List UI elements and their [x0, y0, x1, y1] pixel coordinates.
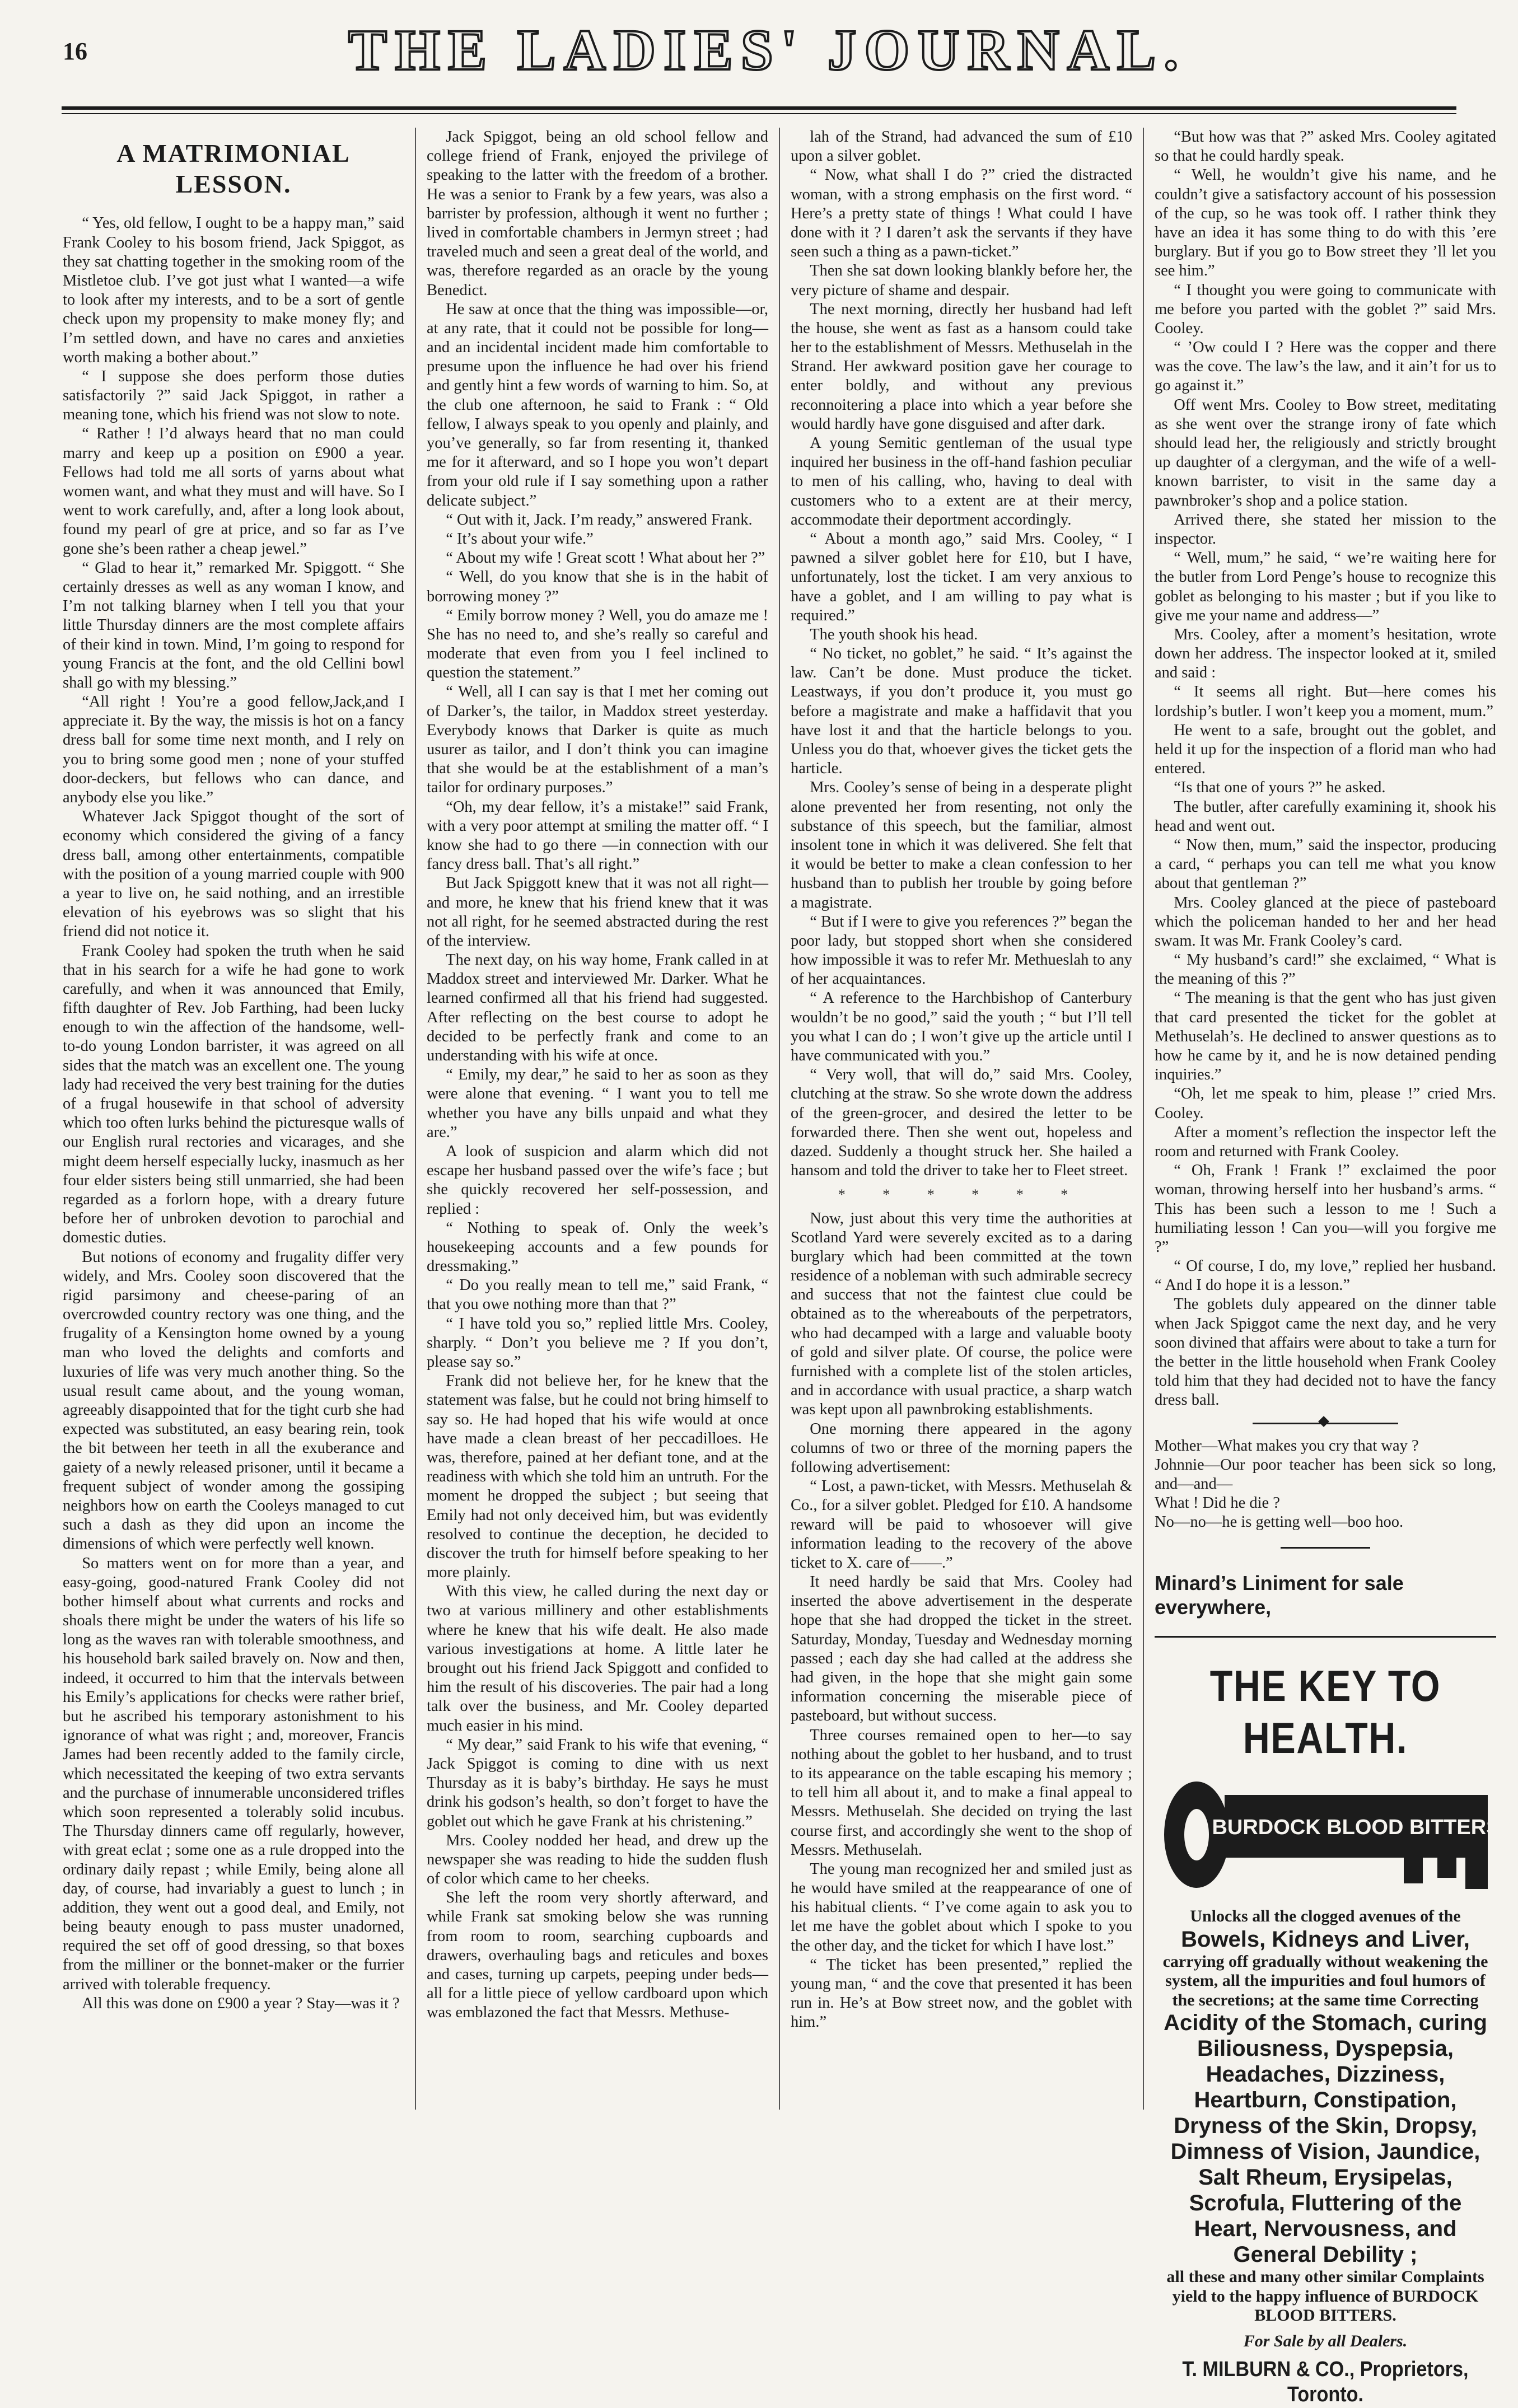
paragraph: “Is that one of yours ?” he asked.	[1174, 779, 1386, 797]
ad-body-big2: Acidity of the Stomach, curing Biliousness, Dyspepsia, Headaches, Dizziness, Heartburn, Constipation, Dryness of the Skin, Dropsy, Dimness of Vision, Jaundice, Salt Rheum, Erysipelas, Scrofula, Fluttering of the Heart, Nervousness, and General Debility ;	[1164, 2010, 1487, 2267]
paragraph: “ Emily, my dear,” he said to her as soon as they were alone that evening. “ I want you to tell me whether you have any bills unpaid and what they are.”	[427, 1066, 768, 1141]
paragraph: “ Do you really mean to tell me,” said Frank, “ that you owe nothing more than that ?”	[427, 1277, 768, 1313]
paragraph: “ My husband’s card!” she exclaimed, “ What is the meaning of this ?”	[1155, 951, 1496, 988]
paragraph: “ But if I were to give you references ?” began the poor lady, but stopped short when she considered how impossible it was to refer Mr. Methueslah to any of her acquaintances.	[791, 913, 1132, 988]
ad-rule	[1155, 1636, 1496, 1638]
paragraph: “ It’s about your wife.”	[446, 530, 594, 548]
column-3	[791, 128, 1132, 2110]
joke-line: Mother—What makes you cry that way ?	[1155, 1437, 1419, 1455]
paragraph: “Oh, let me speak to him, please !” cried Mrs. Cooley.	[1155, 1085, 1496, 1122]
paragraph: “ Of course, I do, my love,” replied her husband. “ And I do hope it is a lesson.”	[1155, 1257, 1496, 1294]
paragraph: “ A reference to the Harchbishop of Canterbury wouldn’t be no good,” said the youth ; “ but I’ll tell you what I can do ; I won’t give up the article until I have communicated with you.”	[791, 989, 1132, 1064]
paragraph: Arrived there, she stated her mission to the inspector.	[1155, 511, 1496, 548]
paragraph: Frank Cooley had spoken the truth when he said that in his search for a wife he had gone to work carefully, and when it was announced that Emily, fifth daughter of Rev. Job Farthing, had been lucky enough to win the affection of the handsome, well-to-do young London barrister, it was agreed on all sides that the match was an excellent one. The young lady had received the very best training for the duties of a frugal housewife in that school of adversity which too often lurks behind the picturesque walls of our English rural rectories and vicarages, and she might deem herself especially lucky, inasmuch as her four elder sisters being still unmarried, she had been regarded as a forlorn hope, with a dreary future before her of unbroken devotion to parochial and domestic duties.	[63, 942, 404, 1247]
paragraph: “ Out with it, Jack. I’m ready,” answered Frank.	[446, 511, 753, 529]
story-col2-text	[427, 128, 768, 2023]
paragraph: “Oh, my dear fellow, it’s a mistake!” said Frank, with a very poor attempt at smiling the matter off. “ I know she had to go there —in connection with our fancy dress ball. That’s all right.”	[427, 798, 768, 873]
page-number: 16	[63, 38, 87, 65]
paragraph: “ The ticket has been presented,” replied the young man, “ and the cove that presented it has been run in. He’s at Bow street now, and the goblet with him.”	[791, 1956, 1132, 2031]
paragraph: Then she sat down looking blankly before her, the very picture of shame and despair.	[791, 262, 1132, 299]
minard-notice: Minard’s Liniment for sale everywhere,	[1155, 1571, 1404, 1619]
paragraph: Mrs. Cooley, after a moment’s hesitation, wrote down her address. The inspector looked at it, smiled and said :	[1155, 625, 1496, 682]
paragraph: “ I suppose she does perform those duties satisfactorily ?” said Jack Spiggot, in rather a meaning tone, which his friend was not slow to note.	[63, 367, 404, 424]
paragraph: “ About my wife ! Great scott ! What about her ?”	[446, 549, 765, 567]
story-col1-text	[63, 214, 404, 2013]
paragraph: “ Yes, old fellow, I ought to be a happy man,” said Frank Cooley to his bosom friend, Jack Spiggot, as they sat chatting together in the smoking room of the Mistletoe club. I’ve got just what I wanted—a wife to look after my interests, and to be a sort of gentle check upon my propensity to make money fly; and I’m settled down, and have no cares and anxieties worth making a bother about.”	[63, 214, 404, 366]
paragraph: “ Well, he wouldn’t give his name, and he couldn’t give a satisfactory account of his possession of the cup, so he was took off. I rather think they have an idea it has some thing to do with this ’ere burglary. But if you go to Bow street they ’ll let you see him.”	[1155, 166, 1496, 280]
ad-headline: THE KEY TO HEALTH.	[1209, 1661, 1441, 1763]
joke	[1155, 1437, 1496, 1532]
key-text: BURDOCK BLOOD BITTERS	[1212, 1816, 1501, 1840]
paragraph: “ Lost, a pawn-ticket, with Messrs. Methuselah & Co., for a silver goblet. Pledged for £10. A handsome reward will be paid to whosoever will give information leading to the recovery of the above ticket to X. care of——.”	[791, 1477, 1132, 1572]
paragraph: After a moment’s reflection the inspector left the room and returned with Frank Cooley.	[1155, 1123, 1496, 1160]
paragraph: “ Rather ! I’d always heard that no man could marry and keep up a position on £900 a year. Fellows had told me all sorts of yarns about what women want, and what they must and will have. So I went to work carefully, and, after a long look about, found my pearl of gre at price, and so far as I’ve gone she’s been rather a cheap jewel.”	[63, 425, 404, 558]
paragraph: “ No ticket, no goblet,” he said. “ It’s against the law. Can’t be done. Must produce the ticket. Leastways, if you don’t produce it, you must go before a magistrate and make a haffidavit that you have lost it and that the harticle belongs to you. Unless you do that, whoever gives the ticket gets the harticle.	[791, 645, 1132, 778]
paragraph: With this view, he called during the next day or two at various millinery and other establishments where he knew that his wife dealt. He also made various investigations at home. A little later he brought out his friend Jack Spiggott and confided to him the result of his discoveries. The pair had a long talk over the business, and Mr. Cooley departed much easier in his mind.	[427, 1583, 768, 1734]
paragraph: Mrs. Cooley glanced at the piece of pasteboard which the policeman handed to her and her head swam. It was Mr. Frank Cooley’s card.	[1155, 894, 1496, 950]
joke-line: No—no—he is getting well—boo hoo.	[1155, 1513, 1404, 1531]
paragraph: “ Now, what shall I do ?” cried the distracted woman, with a strong emphasis on the first word. “ Here’s a pretty state of things ! What could I have done with it ? I daren’t ask the servants if they have seen such a thing as a pawn-ticket.”	[791, 166, 1132, 261]
paragraph: lah of the Strand, had advanced the sum of £10 upon a silver goblet.	[791, 128, 1132, 165]
paragraph: Jack Spiggot, being an old school fellow and college friend of Frank, enjoyed the privilege of speaking to the latter with the freedom of a brother. He was a senior to Frank by a few years, was also a barrister by profession, although it went no further ; lived in comfortable chambers in Jermyn street ; had traveled much and seen a great deal of the world, and was, therefore regarded as an oracle by the young Benedict.	[427, 128, 768, 299]
paragraph: But Jack Spiggott knew that it was not all right—and more, he knew that his friend knew that it was not all right, for he seemed abstracted during the rest of the interview.	[427, 875, 768, 950]
column-1	[63, 128, 404, 2110]
paragraph: The butler, after carefully examining it, shook his head and went out.	[1155, 798, 1496, 835]
paragraph: One morning there appeared in the agony columns of two or three of the morning papers the following advertisement:	[791, 1420, 1132, 1476]
paragraph: Now, just about this very time the authorities at Scotland Yard were severely excited as to a daring burglary which had been committed at the town residence of a nobleman with such admirable secrecy and success that not the faintest clue could be obtained as to the whereabouts of the perpetrators, who had decamped with a large and valuable booty of gold and silver plate. Of course, the police were furnished with a complete list of the stolen articles, and in accordance with usual practice, a sharp watch was kept upon all pawnbroking establishments.	[791, 1209, 1132, 1419]
paragraph: Frank did not believe her, for he knew that the statement was false, but he could not bring himself to say so. He had hoped that his wife would at once have made a clean breast of her peccadilloes. He was, therefore, pained at her defiant tone, and at the readiness with which she told him an untruth. For the moment he dropped the subject ; but seeing that Emily had not only deceived him, but was evidently resolved to continue the deception, he decided to discover the truth for himself before speaking to her more plainly.	[427, 1372, 768, 1582]
paragraph: The young man recognized her and smiled just as he would have smiled at the reappearance of one of his habitual clients. “ I’ve come again to ask you to let me have the goblet about which I spoke to you the other day, and the ticket for which I have lost.”	[791, 1860, 1132, 1955]
ad-firm: T. MILBURN & CO., Proprietors, Toronto.	[1182, 2357, 1469, 2407]
paragraph: “ My dear,” said Frank to his wife that evening, “ Jack Spiggot is coming to dine with us next Thursday as it is baby’s birthday. He says he must drink his godson’s health, so don’t forget to have the goblet out which he gave Frank at his christening.”	[427, 1736, 768, 1830]
joke-line: What ! Did he die ?	[1155, 1494, 1280, 1512]
paragraph: But notions of economy and frugality differ very widely, and Mrs. Cooley soon discovered that the rigid parsimony and cheese-paring of an overcrowded country rectory was one thing, and the frugality of a Kensington home owned by a young man who loved the delights and comforts and luxuries of life was very much another thing. So the usual result came about, and the young woman, agreeably disappointed that for the tight curb she had expected was substituted, an easy bearing rein, took the bit between her teeth in all the exuberance and gaiety of a newly released prisoner, until it became a frequent subject of wonder among the gossiping neighbors how on earth the Cooleys managed to cut such a dash as they did upon an income the dimensions of which were perfectly well known.	[63, 1248, 404, 1553]
paragraph: Whatever Jack Spiggot thought of the sort of economy which considered the giving of a fancy dress ball, among other entertainments, compatible with the position of a young married couple with 900 a year to live on, he said nothing, and an irrestible elevation of his eyebrows was so slight that his friend did not notice it.	[63, 808, 404, 941]
paragraph: The next morning, directly her husband had left the house, she went as fast as a hansom could take her to the establishment of Messrs. Methuselah in the Strand. Her awkward position gave her courage to enter boldly, and without any previous reconnoitering a place into which a year before she would hardly have gone disguised and after dark.	[791, 300, 1132, 433]
masthead-rule	[62, 106, 1456, 110]
column-divider	[1143, 128, 1144, 2110]
short-rule	[1281, 1547, 1370, 1549]
column-divider	[415, 128, 416, 2110]
paragraph: “But how was that ?” asked Mrs. Cooley agitated so that he could hardly speak.	[1155, 128, 1496, 165]
ad-body-big1: Bowels, Kidneys and Liver,	[1181, 1927, 1470, 1952]
masthead	[101, 17, 1433, 90]
paragraph: “ Now then, mum,” said the inspector, producing a card, “ perhaps you can tell me what you know about that gentleman ?”	[1155, 836, 1496, 892]
section-stars: * * * * * *	[838, 1186, 1085, 1203]
advertisement	[1155, 1660, 1501, 2408]
column-4	[1155, 128, 1501, 2407]
story-col3-text-a	[791, 128, 1132, 1180]
paragraph: Three courses remained open to her—to say nothing about the goblet to her husband, and to trust to its appearance on the table escaping his memory ; to tell him all about it, and to make a final appeal to Messrs. Methuselah. She decided on trying the last course first, and accordingly she went to the shop of Messrs. Methuselah.	[791, 1726, 1132, 1859]
ad-body-intro: Unlocks all the clogged avenues of the	[1190, 1907, 1461, 1926]
ad-body-mid: carrying off gradually without weakening the system, all the impurities and foul humors of the secretions; at the same time Correcting	[1162, 1952, 1488, 2009]
paragraph: “ Well, all I can say is that I met her coming out of Darker’s, the tailor, in Maddox street yesterday. Everybody knows that Darker is quite as much usurer as tailor, and I don’t think you can imagine that she would be at the establishment of a man’s tailor for ordinary purposes.”	[427, 683, 768, 797]
paragraph: “ ’Ow could I ? Here was the copper and there was the cove. The law’s the law, and it ain’t for us to go against it.”	[1155, 339, 1496, 395]
masthead-rule-thin	[62, 113, 1456, 114]
ad-body-end: all these and many other similar Complaints yield to the happy influence of BURDOCK BLOOD BITTERS.	[1166, 2267, 1484, 2325]
paragraph: So matters went on for more than a year, and easy-going, good-natured Frank Cooley did not bother himself about what currents and rocks and shoals there might be under the waters of his life so long as the waves ran with tolerable smoothness, and his household bark sailed bravely on. Now and then, indeed, it occurred to him that the intervals between his Emily’s applications for checks were rather brief, but he ascribed his temporary astonishment to his ignorance of what was right ; and, moreover, Francis James had been recently added to the family circle, which necessitated the keeping of two extra servants and the purchase of innumerable unconsidered trifles which soon represented a tolerably solid incubus. The Thursday dinners came off regularly, however, with great eclat ; some one as a rule dropped into the ordinary daily repast ; while Emily, being alone all day, of course, had invariably a guest to lunch ; in addition, they went out a good deal, and Emily, not being beauty enough to pass muster unadorned, required the set off of good dressing, so that boxes from the milliner or the bonnet-maker or the furrier arrived with tolerable frequency.	[63, 1554, 404, 1993]
paragraph: The next day, on his way home, Frank called in at Maddox street and interviewed Mr. Darker. What he learned confirmed all that his friend had suggested. After reflecting on the best course to adopt he decided to be perfectly frank and come to an understanding with his wife at once.	[427, 951, 768, 1064]
ad-body	[1155, 1907, 1496, 2326]
paragraph: She left the room very shortly afterward, and while Frank sat smoking below she was running from room to room, searching cupboards and drawers, overhauling bags and reticules and boxes and cases, turning up carpets, peeping under beds—all for a little piece of yellow cardboard upon which was emblazoned the fact that Messrs. Methuse-	[427, 1889, 768, 2022]
paragraph: “ About a month ago,” said Mrs. Cooley, “ I pawned a silver goblet here for £10, but I have, unfortunately, lost the ticket. I am very anxious to have a goblet, and I am willing to pay what is required.”	[791, 530, 1132, 624]
column-2	[427, 128, 768, 2110]
paragraph: “ The meaning is that the gent who has just given that card presented the ticket for the goblet at Methuselah’s. He declined to answer questions as to how he came by it, and he is now detained pending inquiries.”	[1155, 989, 1496, 1084]
paragraph: It need hardly be said that Mrs. Cooley had inserted the above advertisement in the desperate hope that she had dropped the ticket in the street. Saturday, Monday, Tuesday and Wednesday morning passed ; each day she had called at the address she had given, in the hope that she might gain some information concerning the miserable piece of pasteboard, but without success.	[791, 1573, 1132, 1725]
paragraph: The goblets duly appeared on the dinner table when Jack Spiggot came the next day, and he very soon divined that affairs were about to take a turn for the better in the little household when Frank Cooley told him that they had decided not to have the fancy dress ball.	[1155, 1296, 1496, 1409]
story-col4-text	[1155, 128, 1496, 1410]
paragraph: “ Nothing to speak of. Only the week’s housekeeping accounts and a few pounds for dressmaking.”	[427, 1219, 768, 1275]
paragraph: A young Semitic gentleman of the usual type inquired her business in the off-hand fashion peculiar to men of his calling, who, having to deal with customers who to a extent are at their mercy, accommodate their deportment accordingly.	[791, 434, 1132, 529]
paragraph: “ Glad to hear it,” remarked Mr. Spiggott. “ She certainly dresses as well as any woman I know, and I’m not talking blarney when I tell you that your little Thursday dinners are the most complete affairs of their kind in town. Mind, I’m going to respond for young Francis at the font, and the old Cellini bowl shall go with my blessing.”	[63, 559, 404, 691]
paragraph: “ Emily borrow money ? Well, you do amaze me ! She has no need to, and she’s really so careful and moderate that even from you I feel inclined to question the statement.”	[427, 606, 768, 682]
paragraph: All this was done on £900 a year ? Stay—was it ?	[82, 1994, 400, 2012]
paragraph: “ It seems all right. But—here comes his lordship’s butler. I won’t keep you a moment, mum.”	[1155, 683, 1496, 720]
ad-sale: For Sale by all Dealers.	[1243, 2331, 1408, 2350]
paragraph: Mrs. Cooley nodded her head, and drew up the newspaper she was reading to hide the sudden flush of color which came to her cheeks.	[427, 1831, 768, 1888]
story-col3-text-b	[791, 1209, 1132, 2032]
paragraph: Off went Mrs. Cooley to Bow street, meditating as she went over the strange irony of fate which should lead her, the religiously and strictly brought up daughter of a clergyman, and the wife of a well-known barrister, to visit in the same day a pawnbroker’s shop and a police station.	[1155, 396, 1496, 509]
paragraph: “ I thought you were going to communicate with me before you parted with the goblet ?” said Mrs. Cooley.	[1155, 281, 1496, 337]
paragraph: He went to a safe, brought out the goblet, and held it up for the inspection of a florid man who had entered.	[1155, 721, 1496, 778]
paragraph: “All right ! You’re a good fellow,Jack,and I appreciate it. By the way, the missis is hot on a fancy dress ball for some time next month, and I rely on you to bring some good men ; none of your stuffed door-deckers, but fellows who can dance, and anybody else you like.”	[63, 693, 404, 806]
paragraph: “ Very woll, that will do,” said Mrs. Cooley, clutching at the straw. So she wrote down the address of the green-grocer, and desired the letter to be forwarded there. Then she went out, hopeless and dazed. Suddenly a thought struck her. She hailed a hansom and told the driver to take her to Fleet street.	[791, 1066, 1132, 1180]
masthead-title: THE LADIES' JOURNAL.	[348, 18, 1187, 82]
joke-line: Johnnie—Our poor teacher has been sick so long, and—and—	[1155, 1456, 1496, 1493]
paragraph: “ Well, do you know that she is in the habit of borrowing money ?”	[427, 568, 768, 605]
paragraph: “ I have told you so,” replied little Mrs. Cooley, sharply. “ Don’t you believe me ? If you don’t, please say so.”	[427, 1315, 768, 1371]
key-icon	[1157, 1776, 1501, 1893]
paragraph: A look of suspicion and alarm which did not escape her husband passed over the wife’s face ; but she quickly recovered her self-possession, and replied :	[427, 1142, 768, 1218]
paragraph: He saw at once that the thing was impossible—or, at any rate, that it could not be possible for long—and an incidental incident made him comfortable to presume upon the influence he had over his friend and gently hint a few words of warning to him. So, at the club one afternoon, he said to Frank : “ Old fellow, I always speak to you openly and plainly, and you’ve generally, so far from resenting it, thanked me for it afterward, and so I hope you won’t depart from your old rule if I say something upon a rather delicate subject.”	[427, 300, 768, 509]
paragraph: “ Oh, Frank ! Frank !” exclaimed the poor woman, throwing herself into her husband’s arms. “ This has been such a lesson to me ! Such a humiliating lesson ! Can you—will you forgive me ?”	[1155, 1162, 1496, 1256]
story-title: A MATRIMONIAL LESSON.	[116, 139, 351, 199]
ornament-rule	[1253, 1423, 1398, 1424]
paragraph: The youth shook his head.	[810, 625, 978, 643]
paragraph: Mrs. Cooley’s sense of being in a desperate plight alone prevented her from resenting, not only the substance of this speech, but the familiar, almost insolent tone in which it was delivered. She felt that it would be better to make a clean confession to her husband than to publish her trouble by going before a magistrate.	[791, 779, 1132, 911]
column-divider	[779, 128, 780, 2110]
paragraph: “ Well, mum,” he said, “ we’re waiting here for the butler from Lord Penge’s house to recognize this goblet as belonging to his master ; but if you like to give me your name and address—”	[1155, 549, 1496, 624]
